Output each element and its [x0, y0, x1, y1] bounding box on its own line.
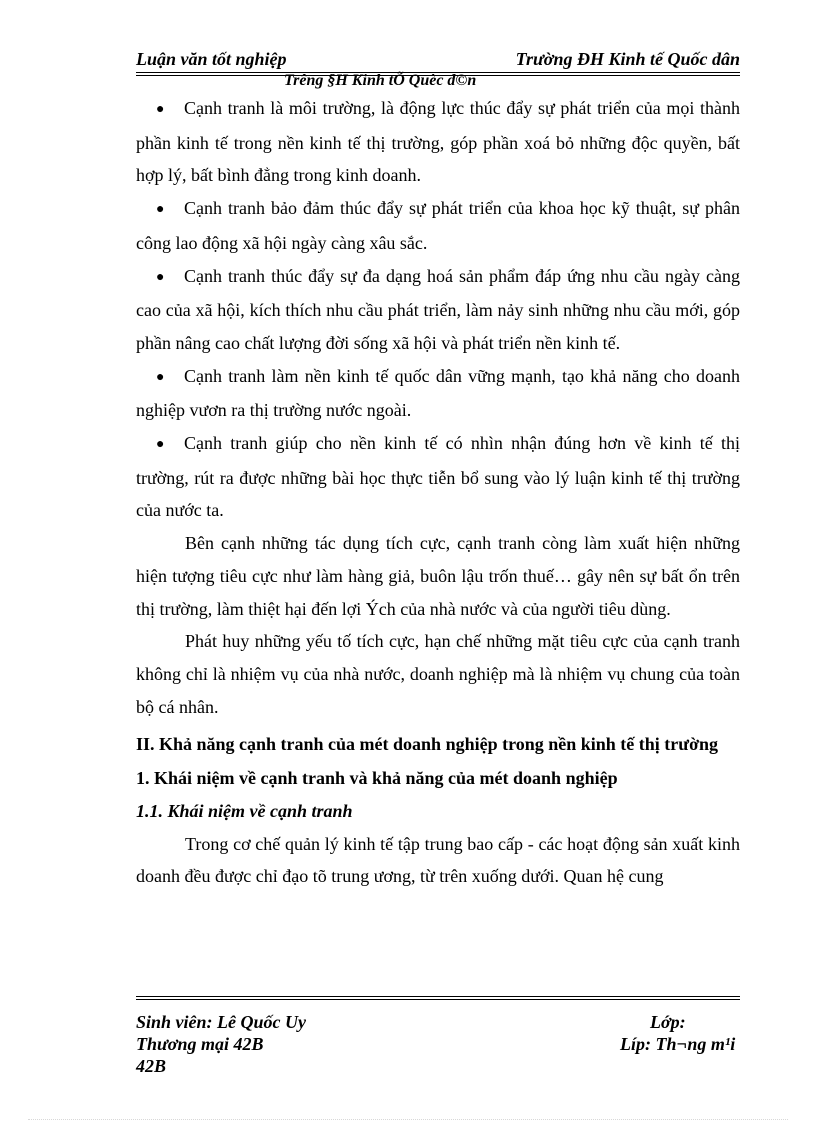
bullet-paragraph [136, 92, 740, 192]
paragraph-text: Cạnh tranh là môi trường, là động lực thúc đẩy sự phát triển của mọi thành phần kinh tế trong nền kinh tế thị trường, góp phần xoá bỏ những độc quyền, bất hợp lý, bất bình đẳng trong kinh doanh. [136, 98, 740, 186]
paragraph-text: Cạnh tranh giúp cho nền kinh tế có nhìn nhận đúng hơn về kinh tế thị trường, rút ra được những bài học thực tiễn bổ sung vào lý luận kinh tế thị trường của nước ta. [136, 433, 740, 521]
bullet-icon: ● [156, 202, 165, 218]
footer-rule [136, 996, 740, 997]
bullet-paragraph [136, 192, 740, 259]
header-thesis-label: Luận văn tốt nghiệp [136, 49, 287, 69]
bullet-paragraph [136, 427, 740, 527]
header-university-garbled: Trêng §H Kinh tÕ Quèc d©n [284, 72, 477, 89]
body-paragraph: Bên cạnh những tác dụng tích cực, cạnh tranh còng làm xuất hiện những hiện tượng tiêu cực như làm hàng giả, buôn lậu trốn thuế… gây nên sự bất ổn trên thị trường, làm thiệt hại đến lợi Ých của nhà nước và của người tiêu dùng. [136, 533, 740, 619]
paragraph-text: Cạnh tranh làm nền kinh tế quốc dân vững mạnh, tạo khả năng cho doanh nghiệp vươn ra thị trường nước ngoài. [136, 365, 740, 421]
paragraph-text: Cạnh tranh thúc đẩy sự đa dạng hoá sản phẩm đáp ứng nhu cầu ngày càng cao của xã hội, kích thích nhu cầu phát triển, làm nảy sinh những nhu cầu mới, góp phần nâng cao chất lượng đời sống xã hội và phát triển nền kinh tế. [136, 265, 740, 353]
section-heading: II. Khả năng cạnh tranh của mét doanh nghiệp trong nền kinh tế thị trường [136, 734, 719, 755]
footer-class-label: Lớp: [650, 1012, 686, 1032]
page-footer [136, 996, 740, 1076]
bullet-icon: ● [156, 369, 165, 385]
document-body [136, 92, 740, 893]
body-paragraph: Phát huy những yếu tố tích cực, hạn chế những mặt tiêu cực của cạnh tranh không chỉ là nhiệm vụ của nhà nước, doanh nghiệp mà là nhiệm vụ chung của toàn bộ cá nhân. [136, 631, 740, 717]
bullet-paragraph [136, 360, 740, 427]
paragraph-text: Cạnh tranh bảo đảm thúc đẩy sự phát triển của khoa học kỹ thuật, sự phân công lao động xã hội ngày càng xâu sắc. [136, 198, 740, 253]
subsection-heading: 1. Khái niệm về cạnh tranh và khả năng của mét doanh nghiệp [136, 768, 618, 789]
page-bottom-divider [28, 1119, 788, 1120]
footer-class-garbled: Líp: Th¬ng m¹i [620, 1034, 736, 1054]
footer-class-tail: 42B [136, 1056, 167, 1076]
body-paragraph: Trong cơ chế quản lý kinh tế tập trung bao cấp - các hoạt động sản xuất kinh doanh đều được chỉ đạo tõ trung ương, từ trên xuống dưới. Quan hệ cung [136, 833, 740, 887]
footer-class-value: Thương mại 42B [136, 1034, 264, 1054]
bullet-icon: ● [156, 437, 165, 453]
bullet-paragraph [136, 260, 740, 360]
page-header [136, 48, 740, 92]
bullet-icon: ● [156, 102, 165, 117]
bullet-icon: ● [156, 269, 165, 285]
footer-rule-double [136, 999, 740, 1000]
header-university: Trường ĐH Kinh tế Quốc dân [515, 49, 740, 69]
sub-subsection-heading: 1.1. Khái niệm về cạnh tranh [136, 801, 353, 822]
footer-student: Sinh viên: Lê Quốc Uy [136, 1012, 306, 1032]
